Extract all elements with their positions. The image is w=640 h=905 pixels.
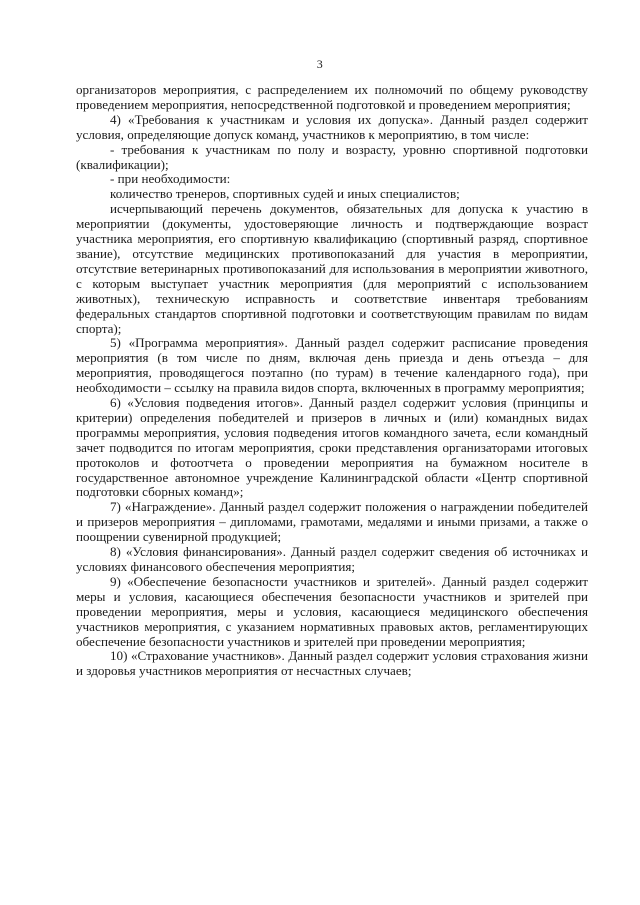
paragraph-item-5: 5) «Программа мероприятия». Данный раздел содержит расписание проведения мероприятия (в том числе по дням, включая день приезда и день отъезда – для мероприятия, проводящегося поэтапно (по турам) в течение календарного года), при необходимости – ссылку на правила видов спорта, включенных в программу мероприятия; xyxy=(76,335,588,396)
page-number: 3 xyxy=(316,57,324,71)
paragraph-if-necessary: - при необходимости: xyxy=(110,171,231,187)
paragraph-item-7: 7) «Награждение». Данный раздел содержит положения о награждении победителей и призеров мероприятия – дипломами, грамотами, медалями и иными призами, а также о поощрении сувенирной продукцией; xyxy=(76,499,588,545)
paragraph-item-6: 6) «Условия подведения итогов». Данный раздел содержит условия (принципы и критерии) определения победителей и призеров в личных и (или) командных видах программы мероприятия, условия подведения итогов командного зачета, если командный зачет подводится по итогам мероприятия, сроки представления организаторами итоговых протоколов и фотоотчета о проведении мероприятия на бумажном носителе в государственное автономное учреждение Калининградской области «Центр спортивной подготовки сборных команд»; xyxy=(76,395,588,500)
paragraph-item-9: 9) «Обеспечение безопасности участников и зрителей». Данный раздел содержит меры и условия, касающиеся обеспечения безопасности участников и зрителей при проведении мероприятия, меры и условия, касающиеся медицинского обеспечения участников мероприятия, с указанием нормативных правовых актов, регламентирующих обеспечение безопасности участников и зрителей при проведении мероприятия; xyxy=(76,573,588,649)
paragraph-requirements-gender-age: - требования к участникам по полу и возрасту, уровню спортивной подготовки (квалификации); xyxy=(76,141,588,172)
paragraph-item-4: 4) «Требования к участникам и условия их допуска». Данный раздел содержит условия, определяющие допуск команд, участников к мероприятию, в том числе: xyxy=(76,111,588,142)
document-body xyxy=(76,83,588,679)
paragraph-trainers-count: количество тренеров, спортивных судей и иных специалистов; xyxy=(110,186,460,202)
paragraph-continuation: организаторов мероприятия, с распределением их полномочий по общему руководству проведением мероприятия, непосредственной подготовкой и проведением мероприятия; xyxy=(76,82,588,112)
paragraph-item-8: 8) «Условия финансирования». Данный раздел содержит сведения об источниках и условиях финансового обеспечения мероприятия; xyxy=(76,544,588,574)
paragraph-item-10: 10) «Страхование участников». Данный раздел содержит условия страхования жизни и здоровья участников мероприятия от несчастных случаев; xyxy=(76,648,588,679)
paragraph-documents-list: исчерпывающий перечень документов, обязательных для допуска к участию в мероприятии (документы, удостоверяющие личность и подтверждающие возраст участника мероприятия, его спортивную квалификацию (спортивный разряд, спортивное звание), отсутствие медицинских противопоказаний для участия в мероприятии, отсутствие ветеринарных противопоказаний для использования в мероприятии животного, с которым выступает участник мероприятия (для мероприятий с использованием животных), техническую исправность и соответствие инвентаря требованиям федеральных стандартов спортивной подготовки и соответствующим правилам по видам спорта); xyxy=(76,201,588,336)
